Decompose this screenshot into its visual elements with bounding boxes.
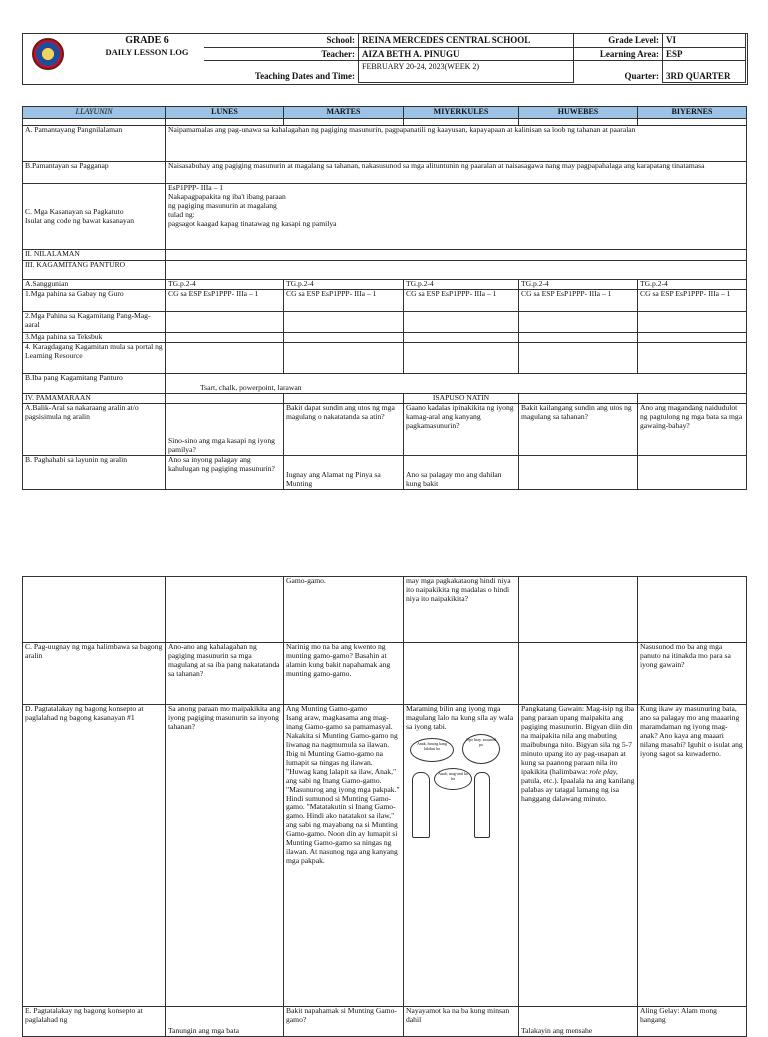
row-label-pag-uugnay: C. Pag-uugnay ng mga halimbawa sa bagong aralin (23, 643, 166, 705)
pag-uugnay-martes: Narinig mo na ba ang kwento ng munting gamo-gamo? Basahin at alamin kung bakit napahamak ang munting gamo-gamo. (284, 643, 404, 705)
row-label-balik-aral: A.Balik-Aral sa nakaraang aralin at/o pagsisimula ng aralin (23, 404, 166, 456)
pagtatalakay-lunes: Sa anong paraan mo maipakikita ang iyong pagiging masunurin sa inyong tahanan? (166, 705, 284, 1007)
tg-biyernes: TG.p.2-4 (638, 280, 747, 290)
balik-aral-biyernes: Ano ang magandang naidudulot ng pagtulong ng mga bata sa mga gawaing-bahay? (638, 404, 747, 456)
quarter-value: 3RD QUARTER (663, 61, 746, 83)
row-label-kagamitan: III. KAGAMITANG PANTURO (23, 261, 166, 280)
cg-lunes: CG sa ESP EsP1PPP- IIIa – 1 (166, 290, 284, 312)
pagtatalakay2-biyernes: Aling Gelay: Alam mong hangang (638, 1007, 747, 1037)
header-title-block (22, 33, 204, 83)
grade-level-label: Grade Level: (574, 34, 663, 48)
lesson-log-table (22, 106, 747, 490)
row-label-pamantayang-pangnilalaman: A. Pamantayang Pangnilalaman (23, 126, 166, 162)
col-miyerkules: MIYERKULES (404, 107, 519, 119)
pangkatang-gawain-text: Pangkatang Gawain: Mag-isip ng iba pang paraan upang maipakita ang pagiging masunurin. Bigyan diin din na maipakita nila ang mabuting maibubunga nito. Bigyan sila ng 5-7 minuto upang ito ay pag-usapan at kung sa paanong paraan nila ito ipakikita (halimbawa: (521, 704, 635, 776)
tg-martes: TG.p.2-4 (284, 280, 404, 290)
pag-uugnay-lunes: Ano-ano ang kahalagahan ng pagiging masunurin sa mga magulang at sa iba pang nakatatanda sa tahanan? (166, 643, 284, 705)
school-value: REINA MERCEDES CENTRAL SCHOOL (359, 34, 574, 48)
col-huwebes: HUWEBES (519, 107, 638, 119)
speech-bubble-1: Anak, huwag kang lalabas ha (410, 738, 454, 762)
quarter-label: Quarter: (574, 61, 663, 83)
pagtatalakay2-martes: Bakit napahamak si Munting Gamo-gamo? (284, 1007, 404, 1037)
pagtatalakay2-miyerkules: Nayayamot ka na ba kung minsan dahil (404, 1007, 519, 1037)
pamantayang-pangnilalaman-text: Naipamamalas ang pag-unawa sa kahalagahan ng pagiging masunurin, pagpapanatili ng kaayusan, kapayapaan at kalinisan sa loob ng tahanan at paaralan (166, 126, 747, 162)
pamantayan-sa-pagganap-text: Naisasabuhay ang pagiging masunurin at magalang sa tahanan, nakasusunod sa mga alituntunin ng paaralan at naisasagawa nang may pagpapahalaga ang karapatang tinatamasa (166, 162, 747, 184)
grade-title: GRADE 6 (125, 35, 169, 46)
bilin-text: Maraming bilin ang iyong mga magulang lalo na kung sila ay wala sa iyong tabi. (406, 704, 514, 731)
balik-aral-lunes: Sino-sino ang mga kasapi ng iyong pamilya? (166, 404, 284, 456)
mother-child-illustration (406, 732, 506, 842)
mother-figure (412, 772, 430, 838)
row-label-kasanayan: C. Mga Kasanayan sa Pagkatuto Isulat ang code ng bawat kasanayan (23, 184, 166, 250)
kasanayan-cell (166, 184, 747, 250)
cont-miyerkules: may mga pagkakataong hindi niya ito naipakikita ng madalas o hindi niya ito naipakikita? (404, 577, 519, 643)
row-label-pamantayan-sa-pagganap: B.Pamantayan sa Pagganap (23, 162, 166, 184)
dates-value: FEBRUARY 20-24, 2023(WEEK 2) (359, 61, 574, 83)
cont-martes: Gamo-gamo. (284, 577, 404, 643)
row-label-pagtatalakay-2: E. Pagtatalakay ng bagong konsepto at paglalahad ng (23, 1007, 166, 1037)
row-label-pamamaraan: IV. PAMAMARAAN (23, 394, 166, 404)
tg-huwebes: TG.p.2-4 (519, 280, 638, 290)
cg-miyerkules: CG sa ESP EsP1PPP- IIIa – 1 (404, 290, 519, 312)
pagtatalakay-huwebes (519, 705, 638, 1007)
kasanayan-code: EsP1PPP- IIIa – 1 (168, 183, 224, 192)
learning-area-value: ESP (663, 47, 746, 61)
speech-bubble-2: Opo Inay, susunod po (462, 734, 500, 764)
row-label-nilalaman: II. NILALAMAN (23, 250, 166, 261)
story-paragraph-1: Isang araw, magkasama ang mag-inang Gamo-gamo sa pamamasyal. Nakakita si Munting Gamo-gamo ng liwanag na nagmumula sa ilawan. Ibig ni Munting Gamo-gamo na lumapit sa ningas ng ilawan. (286, 712, 398, 767)
dates-label: Teaching Dates and Time: (254, 71, 355, 82)
paghahabi-lunes: Ano sa inyong palagay ang kahulugan ng pagiging masunurin? (166, 456, 284, 490)
isapuso-natin-label: ISAPUSO NATIN (404, 394, 519, 404)
role-play-text: role play, (589, 766, 618, 776)
grade-level-value: VI (663, 34, 746, 48)
tg-lunes: TG.p.2-4 (166, 280, 284, 290)
balik-aral-martes: Bakit dapat sundin ang utos ng mga magulang o nakatatanda sa atin? (284, 404, 404, 456)
cg-huwebes: CG sa ESP EsP1PPP- IIIa – 1 (519, 290, 638, 312)
row-label-paghahabi: B. Paghahabi sa layunin ng aralin (23, 456, 166, 490)
tg-miyerkules: TG.p.2-4 (404, 280, 519, 290)
balik-aral-miyerkules: Gaano kadalas ipinakikita ng iyong kamag-aral ang kanyang pagkamasunurin? (404, 404, 519, 456)
row-label-pagtatalakay-1: D. Pagtatalakay ng bagong konsepto at paglalahad ng bagong kasanayan #1 (23, 705, 166, 1007)
kasanayan-line-2: ng pagiging masunurin at magalang (168, 200, 277, 210)
child-figure (474, 772, 490, 838)
col-lunes: LUNES (166, 107, 284, 119)
teacher-label: Teacher: (204, 47, 359, 61)
pagtatalakay2-huwebes: Talakayin ang mensahe (519, 1007, 638, 1037)
paghahabi-martes: Iugnay ang Alamat ng Pinya sa Munting (284, 456, 404, 490)
balik-aral-huwebes: Bakit kailangang sundin ang utos ng magulang sa tahanan? (519, 404, 638, 456)
pag-uugnay-biyernes: Nasusunod mo ba ang mga panuto na itinakda mo para sa iyong gawain? (638, 643, 747, 705)
paghahabi-miyerkules: Ano sa palagay mo ang dahilan kung bakit (404, 456, 519, 490)
teacher-value: AIZA BETH A. PINUGU (359, 47, 574, 61)
story-paragraph-3: Hindi sumunod si Munting Gamo-gamo. "Matatakutin si Inang Gamo-gamo. Hindi ako natatakot sa ilaw," ang sabi ng mayabang na si Munting Gamo-gamo. Noon din ay lumapit si Munting Gamo-gamo sa ningas ng ilawan. At nasunog nga ang kanyang mga pakpak. (286, 793, 398, 866)
pagtatalakay-martes (284, 705, 404, 1007)
kasanayan-line-3: tulad ng: (168, 209, 195, 219)
school-label: School: (204, 34, 359, 48)
pagtatalakay-miyerkules (404, 705, 519, 1007)
cg-martes: CG sa ESP EsP1PPP- IIIa – 1 (284, 290, 404, 312)
pangkatang-gawain-text-2: patula, etc.). Ipaalala na ang kanilang palabas ay tatagal lamang ng isa hanggang dalawang minuto. (521, 775, 635, 803)
kasanayan-line-1: Nakapagpapakita ng iba't ibang paraan (168, 191, 286, 201)
cg-biyernes: CG sa ESP EsP1PPP- IIIa – 1 (638, 290, 747, 312)
row-label-gabay-ng-guro: 1.Mga pahina sa Gabay ng Guro (23, 290, 166, 312)
row-label-pang-mag-aaral: 2.Mga Pahina sa Kagamitang Pang-Mag-aaral (23, 312, 166, 333)
col-layunin: I.LAYUNIN (23, 107, 166, 119)
row-label-teksbuk: 3.Mga pahina sa Teksbuk (23, 333, 166, 343)
pagtatalakay-biyernes: Kung ikaw ay masunuring bata, ano sa palagay mo ang maaaring maramdaman ng iyong mag-anak? Ano kaya ang maaari nilang masabi? Iguhit o isulat ang iyong sagot sa kuwaderno. (638, 705, 747, 1007)
log-title: DAILY LESSON LOG (105, 47, 189, 57)
learning-area-label: Learning Area: (574, 47, 663, 61)
header-table (204, 33, 746, 83)
iba-pang-kagamitan-text: Tsart, chalk, powerpoint, larawan (166, 374, 747, 394)
col-biyernes: BIYERNES (638, 107, 747, 119)
story-title: Ang Munting Gamo-gamo (286, 704, 367, 713)
kasanayan-line-4: pagsagot kaagad kapag tinatawag ng kasapi ng pamilya (168, 218, 337, 228)
row-label-lr-portal: 4. Karagdagang Kagamitan mula sa portal ng Learning Resource (23, 343, 166, 374)
story-paragraph-2: "Huwag kang lalapit sa ilaw, Anak," ang sabi ng Inang Gamo-gamo. "Masunurog ang iyong mga pakpak." (286, 766, 400, 794)
lesson-log-table-continued (22, 576, 747, 1037)
col-martes: MARTES (284, 107, 404, 119)
pagtatalakay2-lunes: Tanungin ang mga bata (166, 1007, 284, 1037)
row-label-iba-pang-kagamitan: B.Iba pang Kagamitang Panturo (23, 374, 166, 394)
row-label-sanggunian: A.Sanggunian (23, 280, 166, 290)
speech-bubble-3: Anak, mag-aral ka ha (434, 768, 472, 790)
